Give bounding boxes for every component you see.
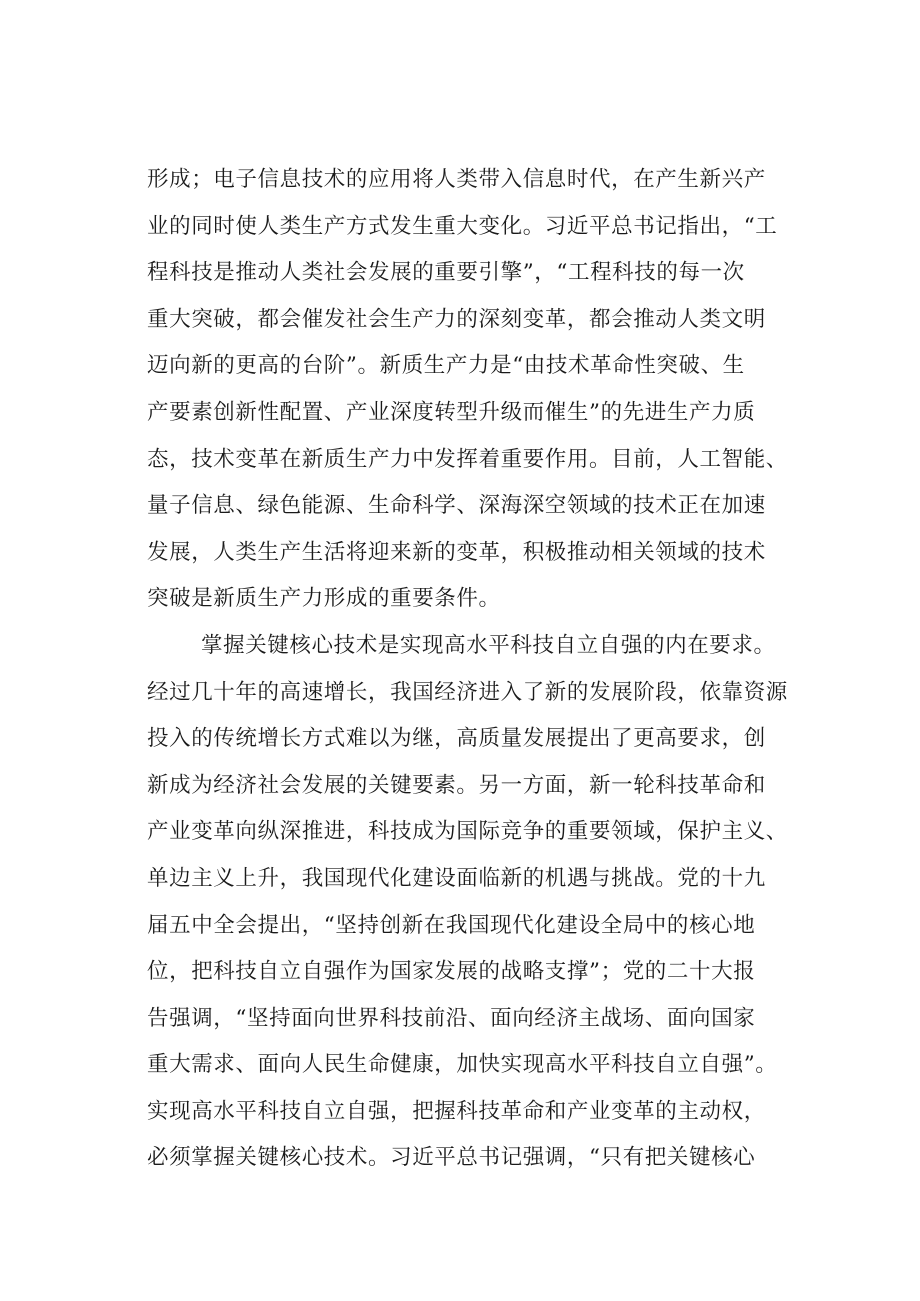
text-line: 发展，人类生产生活将迎来新的变革，积极推动相关领域的技术	[147, 539, 766, 565]
text-line: 形成；电子信息技术的应用将人类带入信息时代，在产生新兴产	[147, 167, 766, 192]
text-line: 单边主义上升，我国现代化建设面临新的机遇与挑战。党的十九	[147, 865, 766, 891]
text-line: 投入的传统增长方式难以为继，高质量发展提出了更高要求，创	[147, 726, 766, 752]
text-line: 程科技是推动人类社会发展的重要引擎”，“工程科技的每一次	[147, 260, 745, 286]
text-line: 必须掌握关键核心技术。习近平总书记强调，“只有把关键核心	[147, 1145, 756, 1171]
text-line: 位，把科技自立自强作为国家发展的战略支撑”；党的二十大报	[147, 959, 756, 985]
text-line: 产要素创新性配置、产业深度转型升级而催生”的先进生产力质	[147, 399, 756, 425]
text-line: 突破是新质生产力形成的重要条件。	[147, 586, 501, 612]
text-line: 实现高水平科技自立自强，把握科技革命和产业变革的主动权，	[147, 1098, 766, 1124]
text-line: 告强调，“坚持面向世界科技前沿、面向经济主战场、面向国家	[147, 1005, 756, 1031]
text-line: 态，技术变革在新质生产力中发挥着重要作用。目前，人工智能、	[147, 446, 788, 472]
text-line: 重大突破，都会催发社会生产力的深刻变革，都会推动人类文明	[147, 306, 766, 332]
text-line: 量子信息、绿色能源、生命科学、深海深空领域的技术正在加速	[147, 493, 766, 519]
body-text	[147, 157, 807, 1182]
text-line: 新成为经济社会发展的关键要素。另一方面，新一轮科技革命和	[147, 772, 766, 798]
text-line: 重大需求、面向人民生命健康，加快实现高水平科技自立自强”。	[147, 1052, 778, 1078]
text-line: 产业变革向纵深推进，科技成为国际竞争的重要领域，保护主义、	[147, 819, 788, 845]
paragraph-first-line: 掌握关键核心技术是实现高水平科技自立自强的内在要求。	[201, 632, 776, 658]
text-line: 届五中全会提出，“坚持创新在我国现代化建设全局中的核心地	[147, 912, 756, 938]
text-line: 经过几十年的高速增长，我国经济进入了新的发展阶段，依靠资源	[147, 679, 788, 705]
text-line: 业的同时使人类生产方式发生重大变化。习近平总书记指出，“工	[147, 213, 778, 239]
text-line: 迈向新的更高的台阶”。新质生产力是“由技术革命性突破、生	[147, 353, 745, 379]
